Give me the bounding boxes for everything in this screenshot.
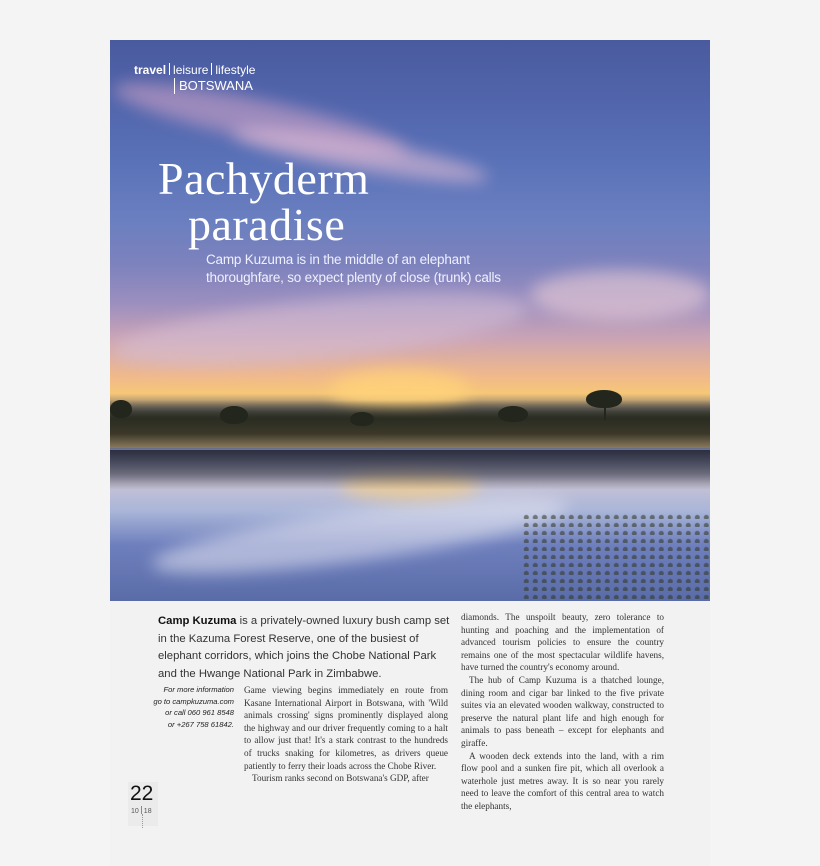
- tree-silhouette: [110, 400, 132, 418]
- section-secondary: lifestyle: [215, 63, 256, 77]
- magazine-page: [110, 40, 710, 866]
- divider: [211, 63, 212, 75]
- page-folio: [128, 782, 158, 826]
- tree-trunk: [604, 406, 606, 420]
- headline-line-2: paradise: [188, 199, 346, 250]
- folio-rule: [142, 814, 144, 828]
- body-paragraph: The hub of Camp Kuzuma is a thatched lounge, dining room and cigar bar linked to the five private suites via an elevated wooden walkway, constructed to preserve the natural plant life and high enough for animals to pass beneath – except for elephants and giraffe.: [461, 674, 664, 748]
- body-paragraph: Tourism ranks second on Botswana's GDP, after: [252, 773, 429, 784]
- divider: [141, 806, 142, 814]
- body-paragraph: A wooden deck extends into the land, with a rim flow pool and a sunken fire pit, which all overlook a waterhole just metres away. It is so near you rarely need to leave the comfort of this central area to watch the elephants,: [461, 750, 664, 811]
- section-secondary: leisure: [173, 63, 209, 77]
- water-plants: [520, 511, 710, 601]
- treeline-silhouette: [110, 400, 710, 448]
- hero-photo: [110, 40, 710, 601]
- intro-lead: Camp Kuzuma: [158, 615, 237, 627]
- section-region: BOTSWANA: [174, 78, 253, 94]
- tree-silhouette: [350, 412, 374, 426]
- contact-note: [150, 684, 234, 730]
- intro-text: is a privately-owned luxury bush camp set in the Kazuma Forest Reserve, one of the busiest of elephant corridors, which joins the Chobe National Park and the Hwange National Park in Zimbabwe.: [158, 615, 450, 680]
- body-column-2: [461, 611, 664, 813]
- cloud-reflection: [149, 481, 572, 589]
- tree-silhouette: [498, 406, 528, 422]
- body-column-1: [244, 684, 448, 785]
- issue-year: 18: [143, 808, 152, 815]
- body-paragraph: Game viewing begins immediately en route from Kasane International Airport in Botswana, with 'Wild animals crossing' signs prominently displayed along the highway and our driver frequently coming to a halt to allow just that! It's a stark contrast to the hundreds of trucks snaking for kilometres, as drivers queue patiently to ferry their loads across the Chobe River.: [244, 685, 448, 771]
- page-number: 22: [130, 782, 154, 805]
- divider: [169, 63, 170, 75]
- issue-month: 10: [131, 808, 139, 815]
- headline-line-1: Pachyderm: [158, 153, 370, 204]
- contact-line: or call 060 961 8548: [165, 708, 234, 717]
- contact-line: or +267 758 61842.: [167, 719, 234, 729]
- intro-paragraph: [158, 613, 458, 683]
- cloud-decoration: [110, 278, 532, 382]
- body-paragraph: diamonds. The unspoilt beauty, zero tolerance to hunting and poaching and the implementation of advanced tourism policies to ensure the country remains one of the most spectacular wildlife havens, have turned the country's economy around.: [461, 612, 664, 673]
- tree-silhouette: [220, 406, 248, 424]
- headline: [158, 153, 370, 250]
- section-tag: [134, 62, 256, 93]
- standfirst: Camp Kuzuma is in the middle of an elephant thoroughfare, so expect plenty of close (trunk) calls: [206, 252, 501, 285]
- contact-line: For more information: [163, 685, 234, 694]
- contact-line: go to campkuzuma.com: [153, 696, 234, 706]
- water-reflection: [110, 450, 710, 490]
- cloud-decoration: [530, 270, 710, 320]
- section-primary: travel: [134, 63, 167, 77]
